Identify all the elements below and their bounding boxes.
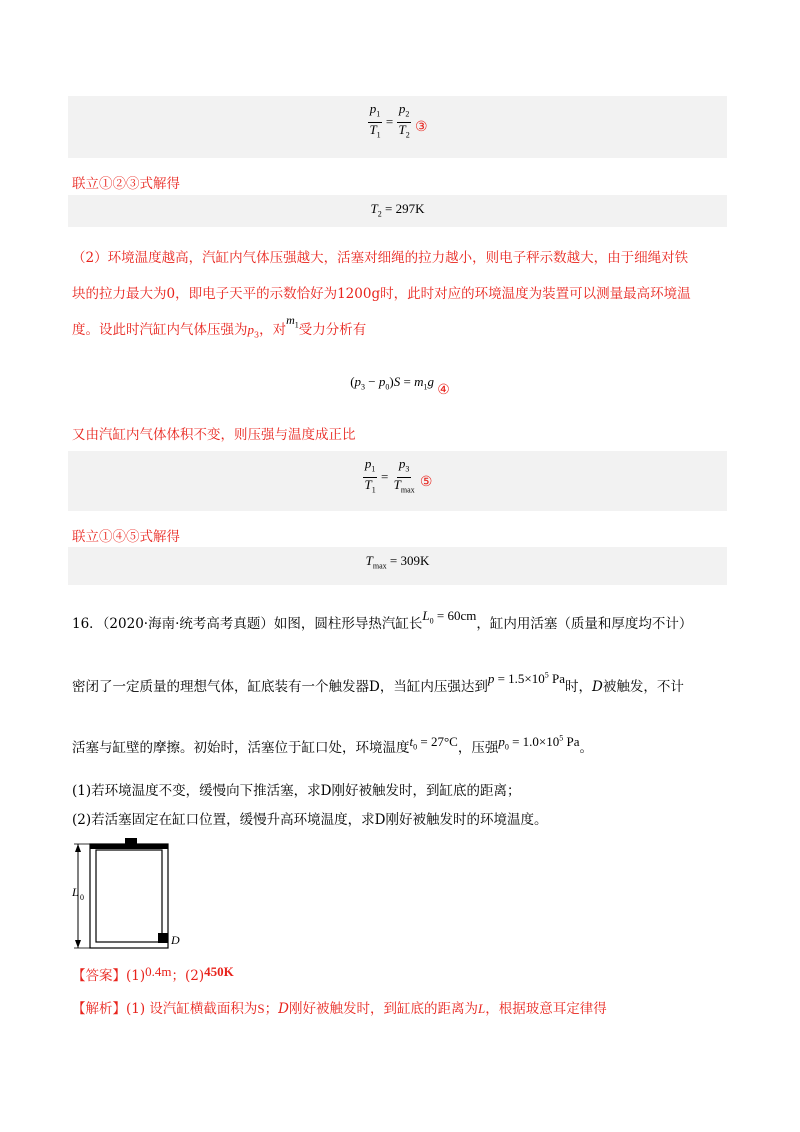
equation-box-2 bbox=[68, 195, 727, 223]
analysis-text1: (1) 设汽缸横截面积为 bbox=[126, 1001, 258, 1017]
equation-5: $\frac{p_1}{T_1}$ = $\frac{p_3}{T_{max}}$ ⑤ bbox=[364, 456, 433, 495]
analysis-line bbox=[72, 997, 607, 1017]
q16-line2b: 时， bbox=[565, 679, 592, 695]
answer-tag: 【答案】 bbox=[72, 968, 126, 984]
equation-number-3: ③ bbox=[415, 120, 428, 136]
q16-line2a: 密闭了一定质量的理想气体，缸底装有一个触发器D，当缸内压强达到 bbox=[72, 679, 488, 695]
analysis-text2: ； bbox=[264, 1001, 279, 1017]
label-D: D bbox=[171, 933, 180, 947]
proportional-text: 又由汽缸内气体体积不变，则压强与温度成正比 bbox=[72, 427, 356, 443]
analysis-tag: 【解析】 bbox=[72, 1001, 126, 1017]
q16-line2: 密闭了一定质量的理想气体，缸底装有一个触发器D，当缸内压强达到$p = 1.5\times 10^5$ Pa时，D被触发，不计 bbox=[72, 670, 684, 695]
q16-sub1: (1)若环境温度不变，缓慢向下推活塞，求D刚好被触发时，到缸底的距离； bbox=[72, 783, 521, 799]
analysis-D: D bbox=[278, 1001, 289, 1017]
join-text-2: 联立①④⑤式解得 bbox=[72, 529, 180, 545]
solution-part-2 bbox=[72, 243, 728, 351]
q16-line1b: ，缸内用活塞（质量和厚度均不计） bbox=[476, 616, 693, 632]
equation-number-4: ④ bbox=[437, 383, 450, 398]
analysis-L: L bbox=[477, 1001, 486, 1016]
equation-tmax: $T_{max} = 309K$ bbox=[365, 553, 430, 571]
equation-box-3 bbox=[68, 451, 727, 511]
answer-value-2: 450K bbox=[204, 964, 234, 979]
para2-line1: （2）环境温度越高，汽缸内气体压强越大，活塞对细绳的拉力越小，则电子秤示数越大，由于细绳对铁 bbox=[72, 250, 689, 266]
para2-line3: 度。设此时汽缸内气体压强为$p_3$，对$m_1$受力分析有 bbox=[72, 313, 367, 340]
q16-line3a: 活塞与缸壁的摩擦。初始时，活塞位于缸口处，环境温度 bbox=[72, 740, 410, 756]
equation-number-5: ⑤ bbox=[419, 475, 433, 491]
equation-box-2b bbox=[68, 223, 727, 227]
q16-line1a: 16．（2020·海南·统考高考真题）如图，圆柱形导热汽缸长 bbox=[72, 616, 423, 632]
equation-3: $\frac{p_1}{T_1}$ = $\frac{p_2}{T_2}$ ③ bbox=[369, 101, 428, 140]
analysis-S: S bbox=[257, 1001, 265, 1016]
answer-line bbox=[72, 964, 234, 984]
join-text-1: 联立①②③式解得 bbox=[72, 176, 180, 192]
equation-t2 bbox=[68, 201, 727, 219]
equation-box-4 bbox=[68, 547, 727, 585]
para2-line2: 块的拉力最大为0，即电子天平的示数恰好为1200g时，此时对应的环境温度为装置可以测量最高环境温 bbox=[72, 286, 691, 302]
tmax-value: = 309K bbox=[389, 553, 430, 568]
analysis-text4: ，根据玻意耳定律得 bbox=[485, 1001, 607, 1017]
q16-line3c: 。 bbox=[579, 740, 593, 756]
eq-rhs: = 297K bbox=[385, 201, 425, 216]
q16-line2c: 被触发，不计 bbox=[602, 679, 684, 695]
cylinder-figure bbox=[70, 836, 200, 956]
eq-sub: 2 bbox=[377, 209, 382, 219]
answer-value-1: 0.4m bbox=[145, 964, 172, 979]
q16-line1: 16．（2020·海南·统考高考真题）如图，圆柱形导热汽缸长$L_0 = 60cm$，缸内用活塞（质量和厚度均不计） bbox=[72, 608, 693, 632]
label-L0: L bbox=[72, 885, 79, 899]
para2-line3a: 度。设此时汽缸内气体压强为 bbox=[72, 322, 248, 338]
q16-sub2: (2)若活塞固定在缸口位置，缓慢升高环境温度，求D刚好被触发时的环境温度。 bbox=[72, 812, 548, 828]
q16-line3b: ，压强 bbox=[457, 740, 499, 756]
answer-sep: ；(2) bbox=[171, 968, 205, 984]
para2-line3c: 受力分析有 bbox=[298, 322, 367, 338]
answer-p1: (1) bbox=[126, 968, 146, 984]
q16-line3: 活塞与缸壁的摩擦。初始时，活塞位于缸口处，环境温度$t_0 = 27^\circ C$，压强$p_0 = 1.0\times 10^5$ Pa。 bbox=[72, 733, 593, 756]
para2-line3b: ，对 bbox=[259, 322, 287, 338]
label-L0-sub: 0 bbox=[80, 893, 84, 902]
equation-4: $(p_3 - p_0)S = m_1g$ ④ bbox=[350, 374, 450, 398]
equation-box-1 bbox=[68, 96, 727, 158]
analysis-text3: 刚好被触发时，到缸底的距离为 bbox=[288, 1001, 478, 1017]
eq-lhs: T bbox=[370, 201, 378, 216]
